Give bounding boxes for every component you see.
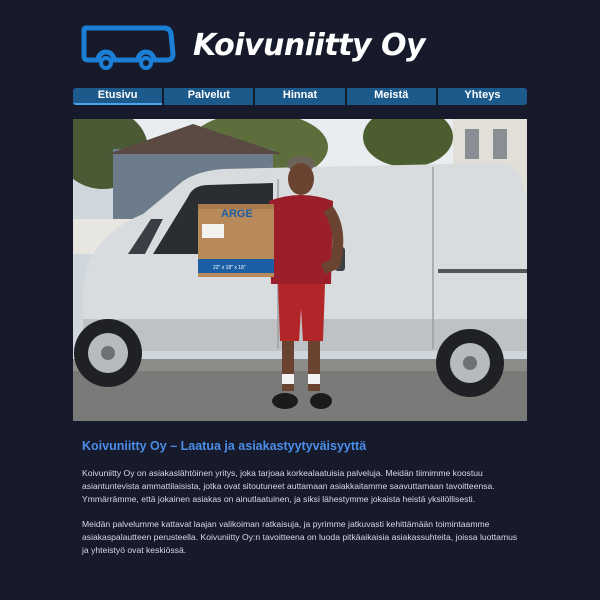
intro-paragraph: Koivuniitty Oy on asiakaslähtöinen yritys, joka tarjoaa korkealaatuisia palveluja. Meidän tiimimme koostuu asiantuntevista ammattilaisista, jotka ovat sitoutuneet auttamaan asiakkaitamme saavuttamaan tavoitteensa. Ymmärrämme, että jokainen asiakas on ainutlaatuinen, ja siksi lähestymme jokaista heistä yksilöllisesti.: [82, 468, 495, 504]
nav-item-yhteys[interactable]: Yhteys: [438, 88, 527, 105]
main-nav: [73, 88, 527, 105]
brand-name[interactable]: Koivuniitty Oy: [193, 28, 426, 63]
nav-item-palvelut[interactable]: Palvelut: [164, 88, 253, 105]
hero-image: [73, 119, 527, 421]
box-size-label: 22" x 18" x 18": [213, 265, 246, 271]
delivery-van-photo: [73, 119, 527, 421]
site-header: [80, 22, 540, 74]
nav-item-etusivu[interactable]: Etusivu: [73, 88, 162, 105]
nav-item-hinnat[interactable]: Hinnat: [255, 88, 344, 105]
box-label: ARGE: [221, 208, 253, 220]
services-paragraph: Meidän palvelumme kattavat laajan valikoiman ratkaisuja, ja pyrimme jatkuvasti kehittämään toimintaamme asiakaspalautteen perusteella. Koivuniitty Oy:n tavoitteena on luoda pitkäaikaisia asiakassuhteita, joissa luottamus ja yhteistyö ovat keskiössä.: [82, 519, 518, 555]
main-content: [82, 439, 522, 569]
page-heading: Koivuniitty Oy – Laatua ja asiakastyytyväisyyttä: [82, 439, 367, 453]
nav-item-meista[interactable]: Meistä: [347, 88, 436, 105]
van-outline-icon[interactable]: [80, 24, 176, 72]
